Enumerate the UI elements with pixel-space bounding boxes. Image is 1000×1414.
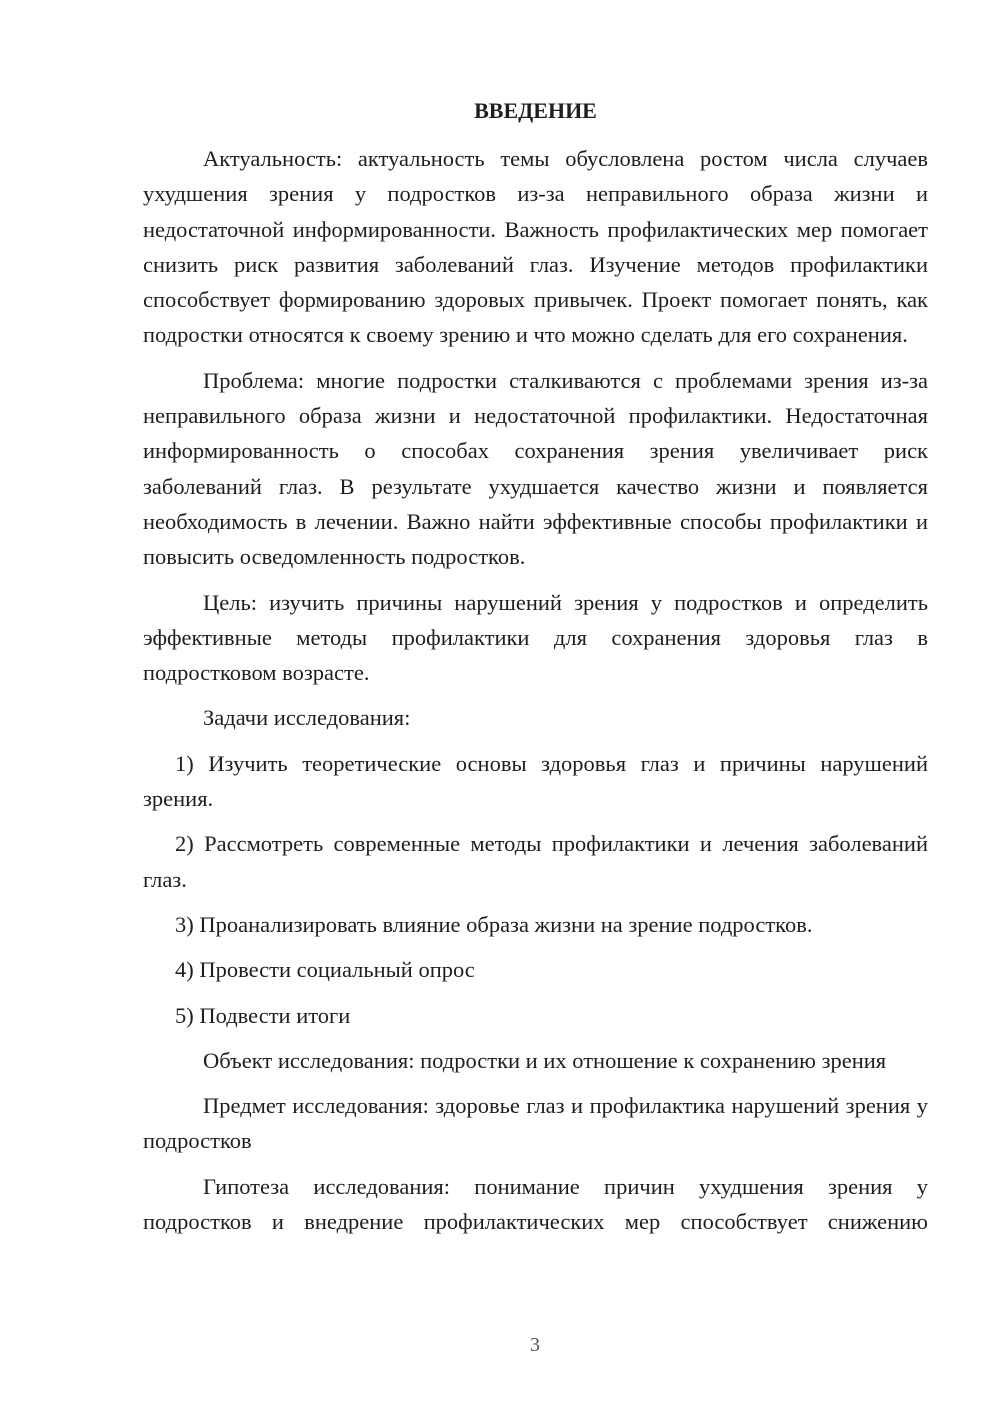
task-item-5: 5) Подвести итоги [175, 1002, 351, 1028]
paragraph-object: Объект исследования: подростки и их отношение к сохранению зрения [203, 1047, 887, 1073]
tasks-heading: Задачи исследования: [203, 705, 411, 731]
task-item-2: 2) Рассмотреть современные методы профилактики и лечения заболеваний глаз. [143, 831, 928, 892]
paragraph-hypothesis: Гипотеза исследования: понимание причин ухудшения зрения у подростков и внедрение профилактических мер способствует снижению [143, 1173, 928, 1235]
task-item-3: 3) Проанализировать влияние образа жизни на зрение подростков. [175, 911, 813, 937]
paragraph-relevance: Актуальность: актуальность темы обусловлена ростом числа случаев ухудшения зрения у подростков из-за неправильного образа жизни и недостаточной информированности. Важность профилактических мер помогает снизить риск развития заболеваний глаз. Изучение методов профилактики способствует формированию здоровых привычек. Проект помогает понять, как подростки относятся к своему зрению и что можно сделать для его сохранения. [143, 146, 928, 348]
paragraph-goal: Цель: изучить причины нарушений зрения у подростков и определить эффективные методы профилактики для сохранения здоровья глаз в подростковом возрасте. [143, 589, 928, 686]
paragraph-subject: Предмет исследования: здоровье глаз и профилактика нарушений зрения у подростков [143, 1093, 928, 1154]
task-item-4: 4) Провести социальный опрос [175, 957, 475, 983]
body-text [143, 141, 928, 1249]
page-number: 3 [530, 1334, 540, 1356]
task-item-1: 1) Изучить теоретические основы здоровья глаз и причины нарушений зрения. [143, 750, 928, 812]
section-title: ВВЕДЕНИЕ [474, 98, 597, 123]
paragraph-problem: Проблема: многие подростки сталкиваются с проблемами зрения из-за неправильного образа жизни и недостаточной профилактики. Недостаточная информированность о способах сохранения зрения увеличивает риск заболеваний глаз. В результате ухудшается качество жизни и появляется необходимость в лечении. Важно найти эффективные способы профилактики и повысить осведомленность подростков. [143, 367, 928, 570]
